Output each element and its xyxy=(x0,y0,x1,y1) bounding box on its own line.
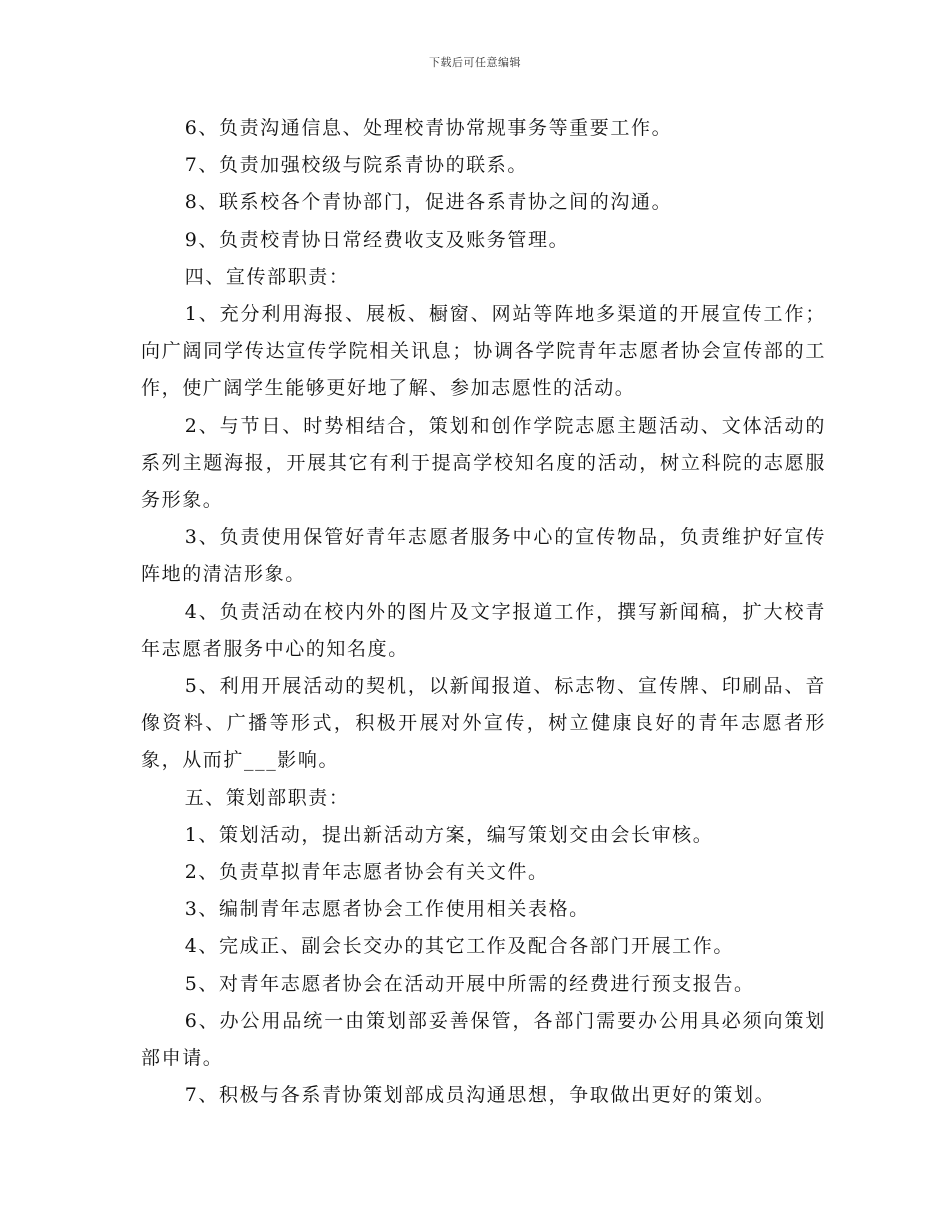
page-header: 下载后可任意编辑 xyxy=(429,56,521,69)
paragraph: 3、负责使用保管好青年志愿者服务中心的宣传物品，负责维护好宣传阵地的清洁形象。 xyxy=(141,526,826,586)
paragraph: 1、策划活动，提出新活动方案，编写策划交由会长审核。 xyxy=(184,823,714,846)
paragraph: 7、积极与各系青协策划部成员沟通思想，争取做出更好的策划。 xyxy=(184,1084,776,1107)
paragraph: 3、编制青年志愿者协会工作使用相关表格。 xyxy=(184,898,590,921)
paragraph: 2、与节日、时势相结合，策划和创作学院志愿主题活动、文体活动的系列主题海报，开展其它有利于提高学校知名度的活动，树立科院的志愿服务形象。 xyxy=(141,414,826,512)
paragraph: 2、负责草拟青年志愿者协会有关文件。 xyxy=(184,861,549,884)
paragraph: 5、对青年志愿者协会在活动开展中所需的经费进行预支报告。 xyxy=(184,972,755,995)
section-heading: 四、宣传部职责： xyxy=(184,265,350,288)
paragraph: 8、联系校各个青协部门，促进各系青协之间的沟通。 xyxy=(184,191,673,214)
paragraph: 6、负责沟通信息、处理校青协常规事务等重要工作。 xyxy=(184,117,673,139)
document-body xyxy=(141,110,826,1114)
paragraph: 6、办公用品统一由策划部妥善保管，各部门需要办公用具必须向策划部申请。 xyxy=(141,1009,826,1070)
paragraph: 4、完成正、副会长交办的其它工作及配合各部门开展工作。 xyxy=(184,935,734,958)
paragraph: 9、负责校青协日常经费收支及账务管理。 xyxy=(184,228,570,251)
paragraph: 5、利用开展活动的契机，以新闻报道、标志物、宣传牌、印刷品、音像资料、广播等形式，积极开展对外宣传，树立健康良好的青年志愿者形象，从而扩___影响。 xyxy=(141,675,826,772)
paragraph: 7、负责加强校级与院系青协的联系。 xyxy=(184,154,528,177)
paragraph: 4、负责活动在校内外的图片及文字报道工作，撰写新闻稿，扩大校青年志愿者服务中心的知名度。 xyxy=(141,600,826,660)
paragraph: 1、充分利用海报、展板、橱窗、网站等阵地多渠道的开展宣传工作；向广阔同学传达宣传学院相关讯息；协调各学院青年志愿者协会宣传部的工作，使广阔学生能够更好地了解、参加志愿性的活动。 xyxy=(141,303,826,400)
section-heading: 五、策划部职责： xyxy=(184,786,350,809)
